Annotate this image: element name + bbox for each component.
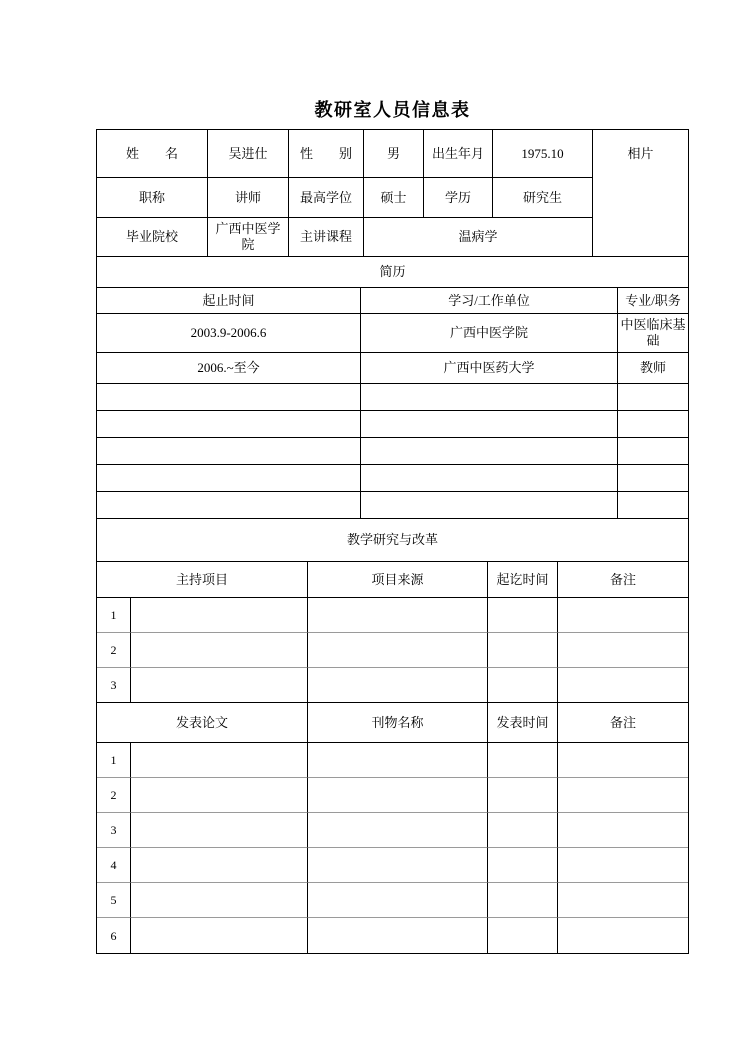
basic-row-title xyxy=(97,178,593,218)
resume-empty-specialty xyxy=(618,438,688,465)
personnel-form-table xyxy=(96,129,689,954)
project-remarks-cell xyxy=(558,633,688,668)
publication-title-cell xyxy=(131,813,308,848)
publication-row-number: 1 xyxy=(97,743,131,778)
resume-empty-period xyxy=(97,411,361,438)
resume-entry-period: 2006.~至今 xyxy=(97,353,361,384)
job-title-value: 讲师 xyxy=(208,178,289,218)
project-col-period: 起讫时间 xyxy=(488,562,558,598)
name-label: 姓 名 xyxy=(97,130,208,178)
resume-empty-row xyxy=(97,438,688,465)
project-period-cell xyxy=(488,668,558,703)
resume-entry-institution: 广西中医药大学 xyxy=(361,353,618,384)
publication-remarks-cell xyxy=(558,743,688,778)
resume-empty-period xyxy=(97,438,361,465)
publication-journal-cell xyxy=(308,813,488,848)
basic-row-school xyxy=(97,218,593,257)
gender-value: 男 xyxy=(364,130,424,178)
birthdate-value: 1975.10 xyxy=(493,130,593,178)
resume-empty-specialty xyxy=(618,411,688,438)
resume-empty-period xyxy=(97,384,361,411)
graduate-school-value: 广西中医学院 xyxy=(208,218,289,257)
graduate-school-label: 毕业院校 xyxy=(97,218,208,257)
publication-col-remarks: 备注 xyxy=(558,703,688,743)
project-row xyxy=(97,633,688,668)
gender-label: 性 别 xyxy=(289,130,364,178)
publication-row-number: 3 xyxy=(97,813,131,848)
resume-entry-period: 2003.9-2006.6 xyxy=(97,314,361,353)
project-col-remarks: 备注 xyxy=(558,562,688,598)
publication-remarks-cell xyxy=(558,778,688,813)
project-source-cell xyxy=(308,598,488,633)
project-row-number: 2 xyxy=(97,633,131,668)
resume-empty-row xyxy=(97,384,688,411)
publication-row-number: 4 xyxy=(97,848,131,883)
publication-remarks-cell xyxy=(558,883,688,918)
resume-entry-row xyxy=(97,353,688,384)
resume-empty-row xyxy=(97,411,688,438)
publication-col-title: 发表论文 xyxy=(97,703,308,743)
resume-empty-institution xyxy=(361,492,618,519)
publication-col-date: 发表时间 xyxy=(488,703,558,743)
resume-empty-institution xyxy=(361,411,618,438)
publication-row-number: 5 xyxy=(97,883,131,918)
publication-title-cell xyxy=(131,883,308,918)
resume-entry-specialty: 教师 xyxy=(618,353,688,384)
publication-journal-cell xyxy=(308,778,488,813)
job-title-label: 职称 xyxy=(97,178,208,218)
publication-remarks-cell xyxy=(558,918,688,953)
resume-col-specialty: 专业/职务 xyxy=(618,288,688,314)
publication-date-cell xyxy=(488,813,558,848)
resume-empty-specialty xyxy=(618,465,688,492)
resume-empty-period xyxy=(97,492,361,519)
publication-remarks-cell xyxy=(558,813,688,848)
publication-row xyxy=(97,883,688,918)
basic-info-grid xyxy=(97,130,593,257)
resume-empty-specialty xyxy=(618,384,688,411)
teaching-section-title: 教学研究与改革 xyxy=(97,519,688,562)
publication-row-number: 2 xyxy=(97,778,131,813)
resume-empty-row xyxy=(97,492,688,519)
publication-title-cell xyxy=(131,778,308,813)
resume-col-institution: 学习/工作单位 xyxy=(361,288,618,314)
project-period-cell xyxy=(488,598,558,633)
resume-header-row xyxy=(97,288,688,314)
publication-row xyxy=(97,918,688,953)
publication-date-cell xyxy=(488,778,558,813)
resume-col-period: 起止时间 xyxy=(97,288,361,314)
publication-remarks-cell xyxy=(558,848,688,883)
basic-info-section xyxy=(97,130,688,257)
name-value: 吴进仕 xyxy=(208,130,289,178)
project-col-name: 主持项目 xyxy=(97,562,308,598)
publication-title-cell xyxy=(131,743,308,778)
resume-section-title: 简历 xyxy=(97,257,688,288)
publication-row xyxy=(97,848,688,883)
project-remarks-cell xyxy=(558,668,688,703)
resume-empty-specialty xyxy=(618,492,688,519)
project-row xyxy=(97,598,688,633)
project-source-cell xyxy=(308,633,488,668)
resume-entry-specialty: 中医临床基础 xyxy=(618,314,688,353)
resume-entry-institution: 广西中医学院 xyxy=(361,314,618,353)
publication-date-cell xyxy=(488,918,558,953)
publication-row-number: 6 xyxy=(97,918,131,953)
project-name-cell xyxy=(131,633,308,668)
project-remarks-cell xyxy=(558,598,688,633)
resume-empty-institution xyxy=(361,384,618,411)
document-title: 教研室人员信息表 xyxy=(314,100,471,120)
publication-date-cell xyxy=(488,848,558,883)
project-col-source: 项目来源 xyxy=(308,562,488,598)
project-header-row xyxy=(97,562,688,598)
project-name-cell xyxy=(131,598,308,633)
degree-label: 最高学位 xyxy=(289,178,364,218)
education-label: 学历 xyxy=(424,178,493,218)
project-row-number: 3 xyxy=(97,668,131,703)
publication-col-journal: 刊物名称 xyxy=(308,703,488,743)
project-row xyxy=(97,668,688,703)
project-row-number: 1 xyxy=(97,598,131,633)
publication-journal-cell xyxy=(308,883,488,918)
publication-title-cell xyxy=(131,918,308,953)
education-value: 研究生 xyxy=(493,178,593,218)
publication-row xyxy=(97,743,688,778)
resume-empty-institution xyxy=(361,438,618,465)
degree-value: 硕士 xyxy=(364,178,424,218)
publication-journal-cell xyxy=(308,918,488,953)
publication-header-row xyxy=(97,703,688,743)
project-name-cell xyxy=(131,668,308,703)
publication-row xyxy=(97,813,688,848)
basic-row-name xyxy=(97,130,593,178)
publication-date-cell xyxy=(488,883,558,918)
main-course-value: 温病学 xyxy=(364,218,593,257)
project-source-cell xyxy=(308,668,488,703)
resume-empty-row xyxy=(97,465,688,492)
resume-empty-period xyxy=(97,465,361,492)
resume-section-header-row xyxy=(97,257,688,288)
birthdate-label: 出生年月 xyxy=(424,130,493,178)
resume-empty-institution xyxy=(361,465,618,492)
publication-row xyxy=(97,778,688,813)
teaching-section-header-row xyxy=(97,519,688,562)
publication-date-cell xyxy=(488,743,558,778)
photo-cell: 相片 xyxy=(593,130,688,257)
resume-entry-row xyxy=(97,314,688,353)
publication-journal-cell xyxy=(308,848,488,883)
publication-title-cell xyxy=(131,848,308,883)
publication-journal-cell xyxy=(308,743,488,778)
project-period-cell xyxy=(488,633,558,668)
main-course-label: 主讲课程 xyxy=(289,218,364,257)
